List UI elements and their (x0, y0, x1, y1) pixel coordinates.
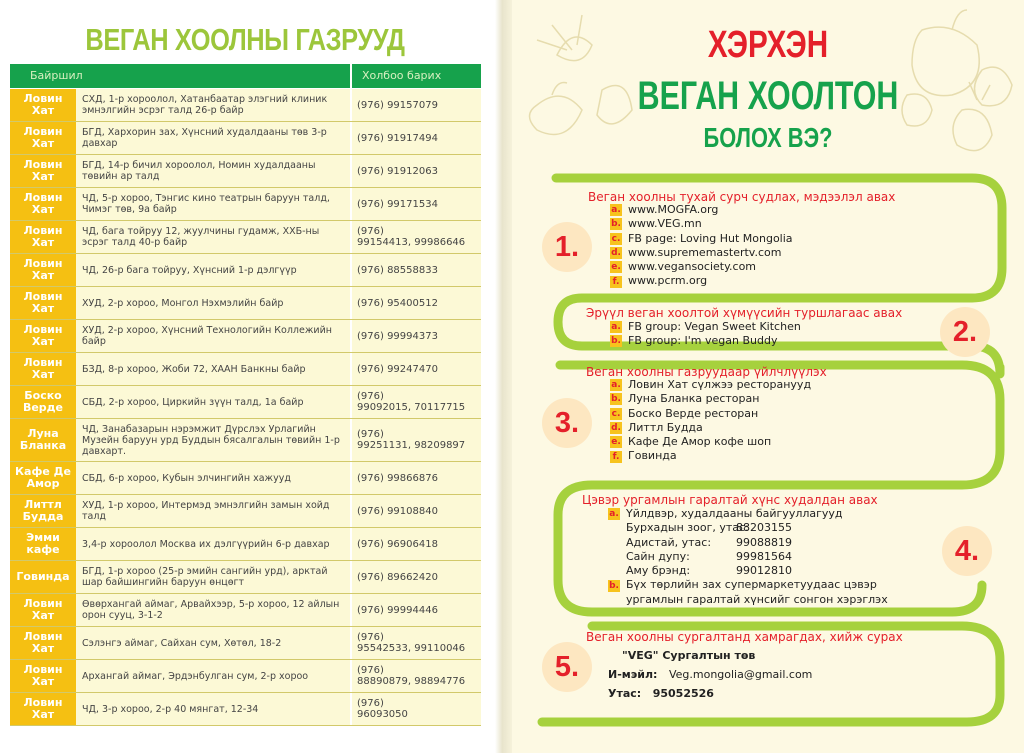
restaurant-phone: (976) 99171534 (357, 198, 438, 210)
list-item: f. Говинда (610, 449, 811, 463)
restaurants-title: ВЕГАН ХООЛНЫ ГАЗРУУД (85, 22, 405, 57)
restaurant-address: Сэлэнгэ аймаг, Сайхан сум, Хөтөл, 18-2 (82, 637, 282, 649)
step-1-list (610, 203, 793, 289)
table-row (10, 122, 481, 155)
step-4-list (608, 507, 888, 607)
restaurant-name: Литтл Будда (10, 495, 76, 527)
column-header-location: Байршил (30, 69, 83, 82)
restaurant-name: Ловин Хат (10, 188, 76, 220)
list-item: e. Кафе Де Амор кофе шоп (611, 435, 772, 449)
step-1-heading: Веган хоолны тухай сурч судлах, мэдээлэл авах (588, 190, 896, 204)
step-2-list (610, 320, 801, 349)
list-letter: d. (611, 248, 621, 259)
step-5-details: "VEG" Сургалтын төв И-мэйл: Veg.mongolia@gmail.com Утас: 95052526 (608, 646, 812, 703)
list-item: b. Луна Бланка ресторан (611, 392, 760, 406)
list-letter: d. (611, 423, 621, 434)
list-item: f. www.pcrm.org (610, 274, 793, 288)
restaurant-name: Ловин Хат (10, 693, 76, 725)
restaurant-phone: (976) 88558833 (357, 264, 438, 276)
step-number-2: 2. (940, 307, 990, 357)
table-row (10, 221, 481, 254)
table-row (10, 89, 481, 122)
column-header-contact: Холбоо барих (362, 69, 442, 82)
right-page (512, 0, 1024, 753)
step-number-5: 5. (542, 642, 592, 692)
list-item: b. Бүх төрлийн зах супермаркетуудаас цэвэр (609, 578, 877, 592)
table-row (10, 353, 481, 386)
left-page (0, 0, 505, 753)
list-letter: f. (610, 451, 622, 463)
restaurant-address: Архангай аймаг, Эрдэнбулган сум, 2-р хороо (82, 670, 309, 682)
restaurant-name: Ловин Хат (10, 594, 76, 626)
restaurant-phone: (976) 96906418 (357, 538, 438, 550)
restaurant-address: ЧД, бага тойруу 12, жуулчины гудамж, ХХБ-ны эсрэг талд 40-р байр (82, 226, 320, 248)
list-letter: e. (611, 437, 621, 448)
table-row (10, 188, 481, 221)
list-letter: a. (611, 322, 621, 333)
restaurant-address: СХД, 1-р хороолол, Хатанбаатар элэгний клиник эмнэлгийн эсрэг талд 26-р байр (82, 94, 328, 116)
restaurant-phone: (976) 99866876 (357, 472, 438, 484)
restaurant-phone: (976) 91917494 (357, 132, 438, 144)
restaurant-name: Ловин Хат (10, 122, 76, 154)
restaurant-phone: (976) 99247470 (357, 363, 438, 375)
supplier-contact: Адистай, утас: 99088819 (626, 535, 792, 549)
step-4-heading: Цэвэр ургамлын гаралтай хүнс худалдан авах (582, 493, 878, 507)
restaurant-name: Луна Бланка (10, 419, 76, 461)
step-5-heading: Веган хоолны сургалтанд хамрагдах, хийж сурах (586, 630, 903, 644)
restaurant-phone: (976) 96093050 (357, 698, 408, 720)
list-item: a. www.MOGFA.org (611, 203, 719, 216)
table-row (10, 254, 481, 287)
restaurant-address: ЧД, 26-р бага тойруу, Хүнсний 1-р дэлгүүр (82, 264, 297, 276)
list-letter: e. (611, 262, 621, 273)
list-letter: a. (611, 205, 621, 216)
restaurant-phone: (976) 99092015, 70117715 (357, 391, 466, 413)
restaurant-phone: (976) 95400512 (357, 297, 438, 309)
restaurant-name: Эмми кафе (10, 528, 76, 560)
restaurant-phone: (976) 99157079 (357, 99, 438, 111)
step-3-list (610, 378, 811, 464)
list-letter: f. (610, 276, 622, 288)
list-letter: c. (611, 233, 621, 244)
restaurant-table (10, 89, 481, 726)
restaurant-address: Өвөрхангай аймаг, Арвайхээр, 5-р хороо, 12 айлын орон сууц, 3-1-2 (82, 599, 340, 621)
restaurant-phone: (976) 99251131, 98209897 (357, 429, 466, 451)
title-line-1: ХЭРХЭН (707, 24, 829, 66)
table-row (10, 561, 481, 594)
email-address: Veg.mongolia@gmail.com (668, 668, 813, 681)
restaurant-name: Ловин Хат (10, 627, 76, 659)
restaurant-address: СБД, 2-р хороо, Циркийн зүүн талд, 1а байр (82, 396, 304, 408)
restaurant-address: СБД, 6-р хороо, Кубын элчингийн хажууд (82, 472, 291, 484)
restaurant-address: БЗД, 8-р хороо, Жоби 72, ХААН Банкны байр (82, 363, 306, 375)
restaurant-name: Говинда (10, 561, 76, 593)
list-item-continued: ургамлын гаралтай хүнсийг сонгон хэрэглэх (626, 592, 888, 606)
restaurant-name: Ловин Хат (10, 353, 76, 385)
list-letter: a. (609, 509, 619, 520)
step-number-3: 3. (542, 398, 592, 448)
table-row (10, 693, 481, 726)
restaurant-phone: (976) 99108840 (357, 505, 438, 517)
list-item: d. Литтл Будда (611, 420, 703, 434)
restaurant-address: БГД, Хархорин зах, Хүнсний худалдааны төв 3-р давхар (82, 127, 327, 149)
restaurant-address: ХУД, 2-р хороо, Монгол Нэхмэлийн байр (82, 297, 284, 309)
table-row (10, 528, 481, 561)
table-row (10, 594, 481, 627)
list-letter: b. (611, 219, 621, 230)
restaurant-name: Ловин Хат (10, 89, 76, 121)
restaurant-name: Ловин Хат (10, 320, 76, 352)
list-letter: b. (611, 394, 621, 405)
step-number-1: 1. (542, 222, 592, 272)
restaurant-phone: (976) 99154413, 99986646 (357, 226, 466, 248)
restaurant-name: Ловин Хат (10, 221, 76, 253)
table-row (10, 462, 481, 495)
table-row (10, 495, 481, 528)
list-item: b. www.VEG.mn (611, 217, 702, 231)
list-item: a. Ловин Хат сүлжээ ресторанууд (611, 378, 812, 391)
title-line-2: ВЕГАН ХООЛТОН (637, 74, 899, 118)
step-3-heading: Веган хоолны газруудаар үйлчлүүлэх (586, 365, 827, 379)
list-item: c. Боско Верде ресторан (611, 406, 759, 420)
supplier-contact: Аму брэнд: 99012810 (626, 564, 792, 578)
list-item: e. www.vegansociety.com (611, 260, 757, 274)
table-row (10, 155, 481, 188)
restaurant-name: Ловин Хат (10, 254, 76, 286)
restaurant-name: Боско Верде (10, 386, 76, 418)
step-number-4: 4. (942, 526, 992, 576)
table-row (10, 287, 481, 320)
restaurant-address: БГД, 1-р хороо (25-р эмийн сангийн урд), арктай шар байшингийн баруун өнцөгт (82, 566, 328, 588)
table-row (10, 419, 481, 462)
table-row (10, 386, 481, 419)
restaurant-name: Ловин Хат (10, 287, 76, 319)
list-item: a. FB group: Vegan Sweet Kitchen (611, 320, 801, 333)
restaurant-name: Ловин Хат (10, 155, 76, 187)
list-letter: c. (611, 408, 621, 419)
supplier-contact: Бурхадын зоог, утас: 88203155 (626, 521, 792, 535)
list-item: c. FB page: Loving Hut Mongolia (611, 231, 793, 245)
page-gutter (495, 0, 513, 753)
list-item: b. FB group: I'm vegan Buddy (611, 334, 778, 348)
restaurant-phone: (976) 95542533, 99110046 (357, 632, 466, 654)
table-header (10, 64, 481, 88)
phone-number: 95052526 (652, 687, 714, 700)
restaurant-address: ЧД, 5-р хороо, Тэнгис кино театрын баруун талд, Чимэг төв, 9а байр (82, 193, 330, 215)
restaurant-address: 3,4-р хороолол Москва их дэлгүүрийн 6-р давхар (82, 538, 330, 550)
restaurant-address: ЧД, Занабазарын нэрэмжит Дүрслэх Урлагийн Музейн баруун урд Буддын бясалгалын төвийн 1-р давхарт. (82, 423, 340, 457)
restaurant-address: ХУД, 1-р хороо, Интермэд эмнэлгийн замын хойд талд (82, 500, 330, 522)
list-item: a. Үйлдвэр, худалдааны байгууллагууд (609, 507, 843, 520)
list-letter: b. (611, 336, 621, 347)
restaurant-phone: (976) 88890879, 98894776 (357, 665, 466, 687)
restaurant-name: Кафе Де Амор (10, 462, 76, 494)
step-2-heading: Эрүүл веган хоолтой хүмүүсийн туршлагаас авах (586, 306, 903, 320)
restaurant-phone: (976) 91912063 (357, 165, 438, 177)
list-letter: a. (611, 380, 621, 391)
restaurant-phone: (976) 89662420 (357, 571, 438, 583)
restaurant-phone: (976) 99994446 (357, 604, 438, 616)
training-center-name: "VEG" Сургалтын төв (622, 649, 756, 662)
supplier-contact: Сайн дупу: 99981564 (626, 549, 792, 563)
table-row (10, 660, 481, 693)
restaurant-address: ХУД, 2-р хороо, Хүнсний Технологийн Коллежийн байр (82, 325, 332, 347)
list-letter: b. (609, 580, 619, 591)
restaurant-phone: (976) 99994373 (357, 330, 438, 342)
table-row (10, 320, 481, 353)
restaurant-address: БГД, 14-р бичил хороолол, Номин худалдааны төвийн ар талд (82, 160, 316, 182)
title-line-3: БОЛОХ ВЭ? (703, 122, 833, 153)
restaurant-name: Ловин Хат (10, 660, 76, 692)
list-item: d. www.suprememastertv.com (611, 245, 782, 259)
table-row (10, 627, 481, 660)
restaurant-address: ЧД, 3-р хороо, 2-р 40 мянгат, 12-34 (82, 703, 259, 715)
